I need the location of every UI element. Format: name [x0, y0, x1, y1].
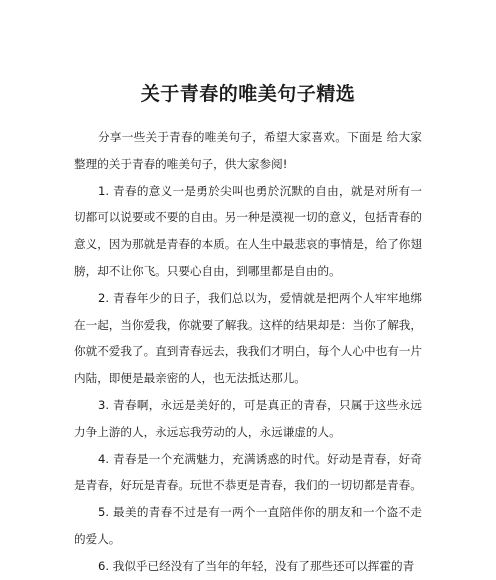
intro-paragraph: 分享一些关于青春的唯美句子，希望大家喜欢。下面是 给大家整理的关于青春的唯美句子，供大家参阅! — [74, 130, 422, 171]
paragraph-3: 3. 青春啊，永远是美好的，可是真正的青春，只属于这些永远力争上游的人，永远忘我劳动的人，永远谦虚的人。 — [74, 397, 422, 439]
paragraph-5: 5. 最美的青春不过是有一两个一直陪伴你的朋友和一个盗不走的爱人。 — [74, 505, 422, 546]
paragraph-6: 6. 我似乎已经没有了当年的年轻，没有了那些还可以挥霍的青 — [98, 558, 415, 573]
paragraph-2: 2. 青春年少的日子，我们总以为，爱情就是把两个人牢牢地绑在一起，当你爱我，你就要了解我。这样的结果却是：当你了解我，你就不爱我了。直到青春远去，我我们才明白，每个人心中也有一片内陆，即便是最亲密的人，也无法抵达那儿。 — [74, 290, 422, 386]
paragraph-4: 4. 青春是一个充满魅力，充满诱惑的时代。好动是青春，好奇是青春，好玩是青春。玩世不恭更是青春，我们的一切切都是青春。 — [74, 451, 422, 493]
document-body — [74, 124, 422, 580]
document-title: 关于青春的唯美句子精选 — [140, 82, 356, 105]
paragraph-1: 1. 青春的意义一是勇於尖叫也勇於沉默的自由，就是对所有一切都可以说要或不要的自由。另一种是漠视一切的意义，包括青春的意义，因为那就是青春的本质。在人生中最悲哀的事情是，给了你翅膀，却不让你飞。只要心自由，到哪里都是自由的。 — [74, 183, 422, 278]
